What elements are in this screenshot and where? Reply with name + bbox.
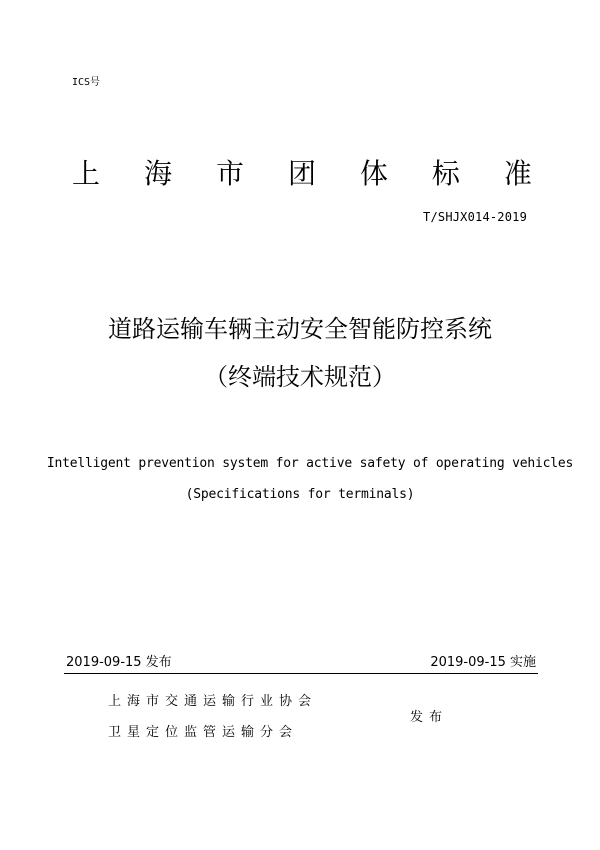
standard-category-char: 体 [359, 157, 388, 190]
document-title-cn-line2: （终端技术规范） [204, 363, 396, 391]
standard-category-char: 上 [72, 157, 101, 190]
standard-category-char: 海 [143, 157, 172, 190]
date-divider [64, 673, 538, 674]
implement-date: 2019-09-15 实施 [430, 655, 536, 670]
standard-category-title [72, 157, 532, 191]
document-title-cn-line1: 道路运输车辆主动安全智能防控系统 [108, 315, 492, 343]
publisher-association: 上海市交通运输行业协会 [108, 694, 318, 709]
standard-category-char: 标 [431, 157, 460, 190]
publish-label: 发布 [410, 710, 449, 725]
standard-category-char: 准 [503, 157, 532, 190]
publish-date: 2019-09-15 发布 [66, 655, 172, 670]
document-title-en-line1: Intelligent prevention system for active safety of operating vehicles [46, 456, 574, 471]
ics-label: ICS号 [72, 77, 101, 88]
standard-category-char: 市 [215, 157, 244, 190]
publisher-branch: 卫星定位监管运输分会 [108, 725, 299, 740]
standard-category-char: 团 [287, 157, 316, 190]
document-title-en-line2: (Specifications for terminals) [185, 487, 415, 502]
standard-number: T/SHJX014-2019 [423, 210, 527, 224]
